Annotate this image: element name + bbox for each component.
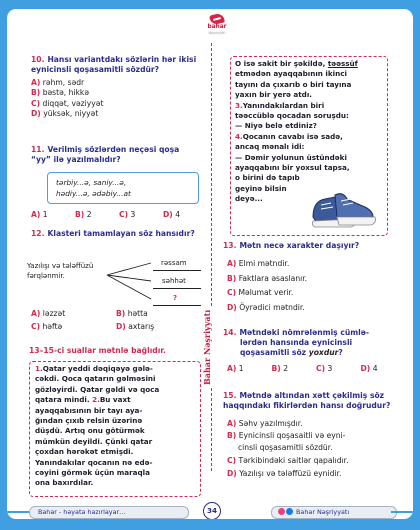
cluster-root: Yazılışı və tələffüzü fərqlənmir.	[27, 262, 94, 280]
option-b[interactable]: B) Faktlara əsaslanır.	[227, 273, 308, 283]
option-d[interactable]: D) yüksək, niyyət	[31, 109, 99, 119]
question-13	[223, 241, 403, 315]
option-a[interactable]: A) Səhv yazılmışdır.	[227, 419, 303, 428]
option-c[interactable]: C) Tərkibindəki saitlər qapalıdır.	[227, 456, 349, 465]
facebook-icon	[286, 508, 293, 515]
cluster-branch-3: ?	[153, 294, 203, 302]
underlined-word: təəssüf	[327, 59, 358, 68]
cluster-line-middle	[107, 275, 151, 281]
story-text-left: 1.Qatar yeddi dəqiqəyə gələ- cəkdi. Qoca qatarın gəlməsini gözləyirdi. Qatar gəldi və qoca qatara mindi. 2.Bu vaxt ayaqqabısının bir tayı aya- ğından çıxıb relsin üzərinə düşdü. Artıq onu götürmək mümkün deyildi. Çünki qatar çoxdan hərəkət etmişdi. Yanındakılar qocanın nə edə- cəyini görmək üçün maraqla ona baxırdılar.	[35, 364, 160, 488]
section-title: 13–15-ci suallar mətnlə bağlıdır.	[29, 346, 166, 355]
cluster-branch-2: səhhət	[153, 277, 203, 285]
option-a[interactable]: A) Elmi mətndir.	[227, 259, 290, 268]
page-footer	[7, 505, 413, 519]
logo-sub: Nəşriyyatı	[208, 31, 226, 35]
question-15: 15. Mətndə altından xətt çəkilmiş söz haqqındakı fikirlərdən hansı doğrudur? A) Səhv yazılmışdır. B) Eynicinsli qoşasaitli və eyni- cinsli qoşasamitli sözdür. C) Tərkibindəki saitlər qapalıdır. D) Yazılışı və tələffüzü eynidir.	[223, 391, 405, 480]
publisher-logo	[206, 14, 228, 40]
question-number: 13.	[223, 241, 237, 250]
footer-slogan: Bahar - həyata hazırlayar…	[29, 506, 189, 519]
cluster-branch-1: rəssam	[153, 259, 203, 267]
question-10	[31, 55, 201, 120]
option-d[interactable]: D) 4	[163, 210, 181, 219]
logo-name: bahar	[207, 24, 227, 30]
option-b[interactable]: B) hətta	[116, 309, 148, 318]
word-box: tərbiy...ə, saniy...ə, hədiy...ə, ədəbiy...at	[47, 172, 199, 204]
story-text-right: O isə sakit bir şəkildə, təəssüf etmədən ayaqqabının ikinci tayını da çıxarıb o biri tayına yaxın bir yerə atdı. 3.Yanındakılardan biri təəccüblə qocadan soruşdu: — Niyə belə etdiniz? 4.Qocanın cavabı isə sadə, ancaq mənalı idi: — Dəmir yolunun üstündəki ayaqqabını bir yoxsul tapsa, o birini də tapıb geyinə bilsin deyə...	[235, 59, 358, 204]
instagram-icon	[278, 508, 285, 515]
column-divider	[211, 43, 212, 471]
option-c[interactable]: C) 3	[316, 364, 333, 373]
footer-publisher: Bahar Nəşriyyatı	[271, 506, 397, 519]
page-number: 34	[203, 502, 221, 519]
question-12-options	[31, 309, 201, 333]
question-14: 14. Mətndəki nömrələnmiş cümlə- lərdən hansında eynicinsli qoşasamitli söz yoxdur? A) 1 B) 2 C) 3 D) 4	[223, 328, 405, 374]
cluster-line-top	[107, 263, 151, 275]
option-c[interactable]: C) Məlumat verir.	[227, 288, 294, 297]
sneakers-illustration-icon	[307, 187, 379, 233]
option-d[interactable]: D) axtarış	[116, 322, 155, 332]
question-11	[31, 145, 201, 165]
option-b[interactable]: B) 2	[75, 210, 92, 219]
option-a[interactable]: A) 1	[31, 210, 48, 219]
option-c[interactable]: C) diqqət, vəziyyət	[31, 98, 104, 108]
option-c[interactable]: C) həftə	[31, 322, 63, 332]
option-d[interactable]: D) Öyrədici mətndir.	[227, 302, 305, 312]
cluster-lines	[105, 259, 155, 301]
question-text: Klasteri tamamlayan söz hansıdır?	[47, 229, 195, 238]
workbook-page	[7, 9, 413, 519]
option-d[interactable]: D) Yazılışı və tələffüzü eynidir.	[227, 469, 342, 478]
question-text: Mətn necə xarakter daşıyır?	[239, 241, 360, 250]
option-b[interactable]: B) 2	[271, 364, 289, 373]
option-a[interactable]: A) rəhm, sədr	[31, 78, 85, 87]
option-a[interactable]: A) ləzzət	[31, 309, 66, 318]
option-c[interactable]: C) 3	[119, 210, 136, 219]
question-text: Hansı variantdakı sözlərin hər ikisi eynicinsli qoşasamitli sözdür?	[31, 55, 197, 74]
option-a[interactable]: A) 1	[227, 364, 244, 373]
option-b-cont: cinsli qoşasamitli sözdür.	[238, 443, 333, 452]
option-b[interactable]: B) bəstə, hikkə	[31, 88, 90, 98]
question-11-options	[31, 210, 207, 220]
question-12	[31, 229, 201, 239]
option-b[interactable]: B) Eynicinsli qoşasaitli və eyni-	[227, 431, 346, 440]
option-d[interactable]: D) 4	[360, 364, 378, 373]
question-text: Verilmiş sözlərdən neçəsi qoşa “yy” ilə yazılmalıdır?	[31, 145, 180, 164]
question-number: 11.	[31, 145, 45, 154]
cluster-line-bottom	[107, 275, 151, 299]
question-number: 10.	[31, 55, 45, 64]
side-brand: Bahar Nəşriyyatı	[202, 307, 218, 387]
question-number: 12.	[31, 229, 45, 238]
